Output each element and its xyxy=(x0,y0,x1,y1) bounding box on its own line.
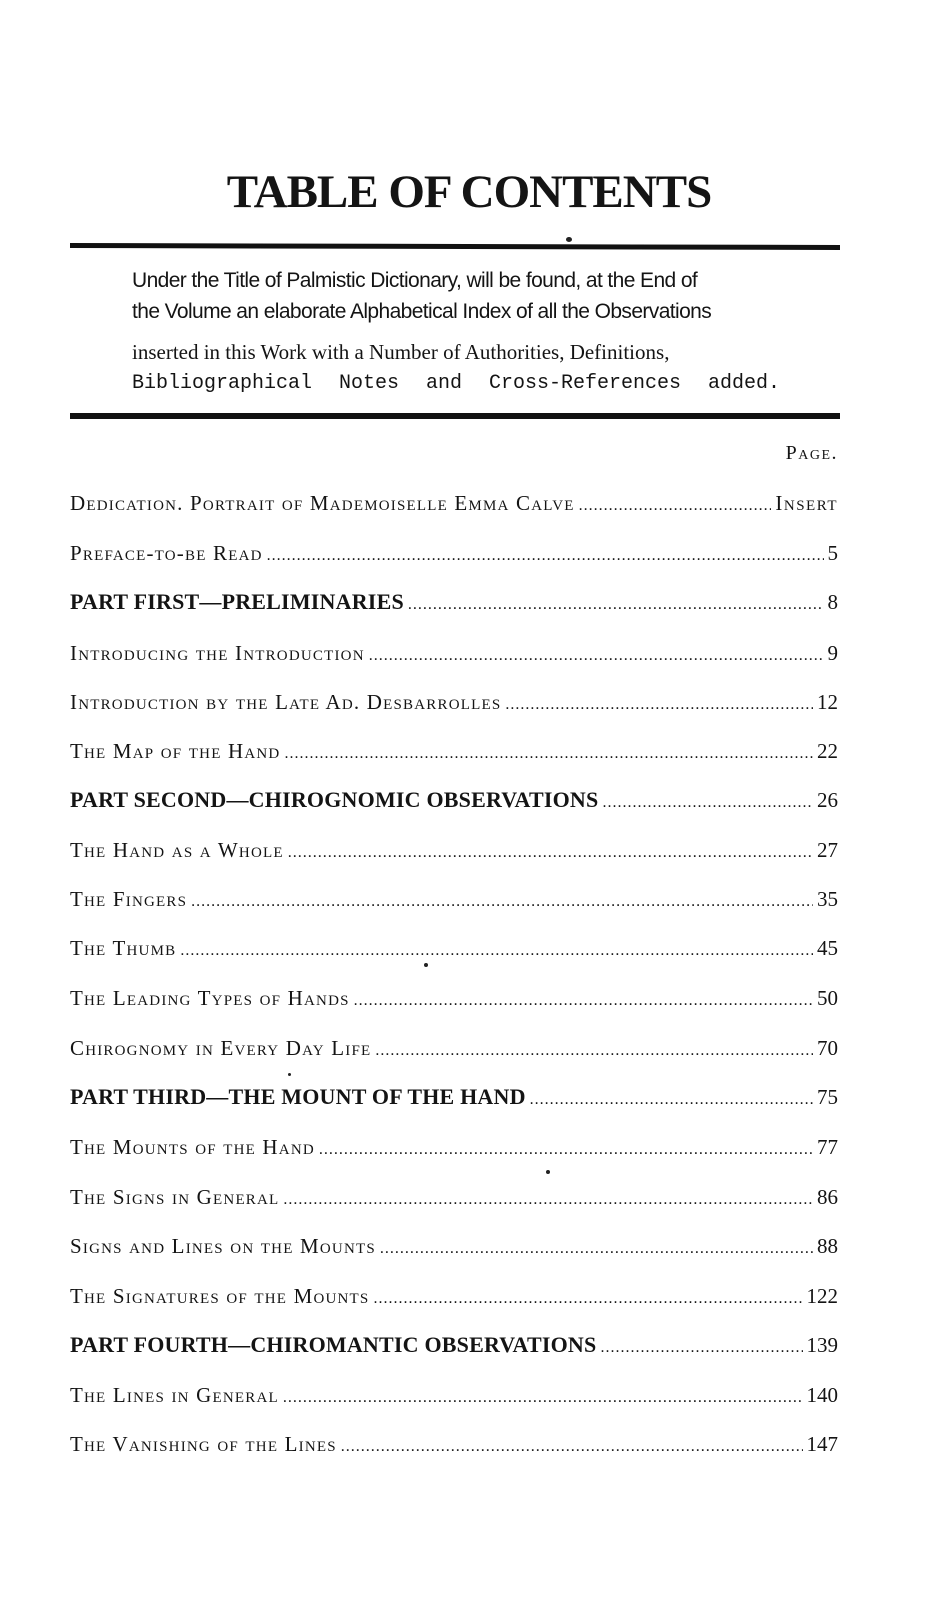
toc-part-title: PART SECOND—CHIROGNOMIC OBSERVATIONS xyxy=(70,787,599,812)
leader-dots xyxy=(180,940,813,962)
toc-entry-title: The Signs in General xyxy=(70,1185,280,1209)
toc-entry[interactable] xyxy=(70,883,838,913)
toc-entry[interactable] xyxy=(70,1379,838,1409)
toc-part-entry[interactable] xyxy=(70,1329,838,1359)
leader-dots xyxy=(380,1238,813,1260)
toc-entry-page: 27 xyxy=(817,838,838,862)
toc-entry[interactable] xyxy=(70,1230,838,1260)
toc-entry[interactable] xyxy=(70,1032,838,1062)
leader-dots xyxy=(602,792,813,814)
intro-line-3: inserted in this Work with a Number of Authorities, Definitions, xyxy=(132,340,670,364)
print-speck xyxy=(566,237,572,242)
toc-entry-page: 139 xyxy=(806,1333,838,1357)
toc-entry-page: 88 xyxy=(817,1234,838,1258)
page-title: TABLE OF CONTENTS xyxy=(226,166,712,218)
intro-word: Bibliographical xyxy=(132,372,313,395)
intro-word: added. xyxy=(707,372,780,395)
leader-dots xyxy=(600,1337,802,1359)
toc-entry-title: The Vanishing of the Lines xyxy=(70,1432,337,1456)
toc-part-entry[interactable] xyxy=(70,586,838,616)
toc-entry-page: Insert xyxy=(775,491,838,515)
leader-dots xyxy=(369,645,824,667)
intro-line-2: the Volume an elaborate Alphabetical Index of all the Observations xyxy=(132,300,712,323)
toc-entry-title: The Lines in General xyxy=(70,1383,279,1407)
toc-entry-page: 5 xyxy=(827,541,838,565)
leader-dots xyxy=(191,891,813,913)
leader-dots xyxy=(408,594,824,616)
leader-dots xyxy=(319,1139,813,1161)
toc-entry-title: The Leading Types of Hands xyxy=(70,986,350,1010)
toc-entry[interactable] xyxy=(70,1280,838,1310)
toc-entry-page: 45 xyxy=(817,936,838,960)
leader-dots xyxy=(267,545,824,567)
leader-dots xyxy=(283,1387,803,1409)
leader-dots xyxy=(284,743,813,765)
toc-part-title: PART THIRD—THE MOUNT OF THE HAND xyxy=(70,1084,526,1109)
toc-entry-page: 70 xyxy=(817,1036,838,1060)
intro-line-4 xyxy=(132,369,780,399)
toc-entry-title: The Hand as a Whole xyxy=(70,838,284,862)
print-speck xyxy=(424,963,428,967)
toc-entry[interactable] xyxy=(70,637,838,667)
intro-word: Notes xyxy=(339,372,400,395)
toc-entry-page: 86 xyxy=(817,1185,838,1209)
toc-entry[interactable] xyxy=(70,1131,838,1161)
toc-entry-title: The Map of the Hand xyxy=(70,739,281,763)
toc-entry-title: Preface-to-be Read xyxy=(70,541,263,565)
print-speck xyxy=(546,1170,550,1174)
leader-dots xyxy=(505,694,813,716)
toc-entry-title: The Fingers xyxy=(70,887,188,911)
toc-entry[interactable] xyxy=(70,834,838,864)
leader-dots xyxy=(341,1436,803,1458)
toc-entry-title: The Thumb xyxy=(70,936,177,960)
toc-entry-page: 75 xyxy=(817,1085,838,1109)
toc-entry-title: Introduction by the Late Ad. Desbarrolles xyxy=(70,690,502,714)
leader-dots xyxy=(354,990,813,1012)
toc-part-entry[interactable] xyxy=(70,784,838,814)
toc-entry-title: The Mounts of the Hand xyxy=(70,1135,315,1159)
toc-entry-page: 26 xyxy=(817,788,838,812)
toc-entry[interactable] xyxy=(70,1428,838,1458)
toc-entry-title: The Signatures of the Mounts xyxy=(70,1284,370,1308)
leader-dots xyxy=(283,1189,813,1211)
toc-entry-title: Dedication. Portrait of Mademoiselle Emma Calve xyxy=(70,491,575,515)
toc-entry[interactable] xyxy=(70,487,838,517)
toc-entry-page: 22 xyxy=(817,739,838,763)
toc-entry-page: 50 xyxy=(817,986,838,1010)
toc-entry-page: 35 xyxy=(817,887,838,911)
toc-entry-title: Signs and Lines on the Mounts xyxy=(70,1234,376,1258)
toc-entry[interactable] xyxy=(70,735,838,765)
toc-entry-page: 140 xyxy=(806,1383,838,1407)
toc-entry-page: 77 xyxy=(817,1135,838,1159)
toc-entry-page: 12 xyxy=(817,690,838,714)
page-column-header: Page. xyxy=(785,442,838,464)
intro-word: and xyxy=(425,372,462,395)
toc-entry-page: 8 xyxy=(827,590,838,614)
leader-dots xyxy=(373,1288,802,1310)
top-rule xyxy=(70,243,840,250)
toc-part-title: PART FOURTH—CHIROMANTIC OBSERVATIONS xyxy=(70,1332,597,1357)
leader-dots xyxy=(579,495,772,517)
leader-dots xyxy=(288,842,813,864)
bottom-rule xyxy=(70,413,840,419)
leader-dots xyxy=(375,1040,813,1062)
toc-entry-title: Introducing the Introduction xyxy=(70,641,365,665)
toc-entry-page: 147 xyxy=(806,1432,838,1456)
intro-line-1: Under the Title of Palmistic Dictionary, will be found, at the End of xyxy=(132,269,698,292)
leader-dots xyxy=(530,1089,813,1111)
toc-entry-title: Chirognomy in Every Day Life xyxy=(70,1036,372,1060)
toc-entry[interactable] xyxy=(70,686,838,716)
toc-entry-page: 9 xyxy=(827,641,838,665)
toc-entry[interactable] xyxy=(70,932,838,962)
toc-part-entry[interactable] xyxy=(70,1081,838,1111)
intro-word: Cross-References xyxy=(488,372,681,395)
toc-entry[interactable] xyxy=(70,982,838,1012)
toc-entry-page: 122 xyxy=(806,1284,838,1308)
print-speck xyxy=(288,1073,291,1076)
toc-part-title: PART FIRST—PRELIMINARIES xyxy=(70,589,404,614)
toc-entry[interactable] xyxy=(70,1181,838,1211)
toc-entry[interactable] xyxy=(70,537,838,567)
